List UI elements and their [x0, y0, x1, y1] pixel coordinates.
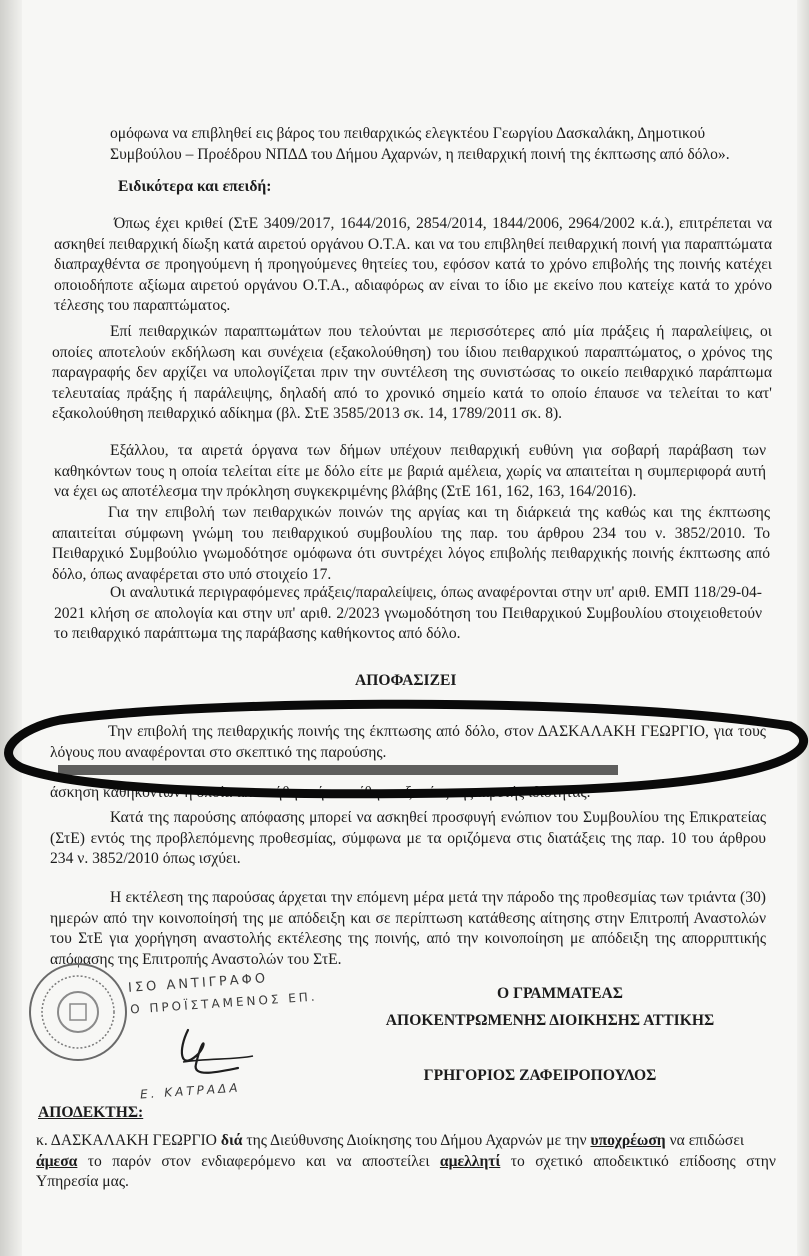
recipient-text-2: να επιδώσει	[665, 1132, 745, 1149]
paragraph-4: Για την επιβολή των πειθαρχικών ποινών της αργίας και τη διάρκειά της καθώς και της έκπτωσης απαιτείται σύμφωνη γνώμη του πειθαρχικού συμβουλίου της παρ. του άρθρου 234 του ν. 3852/2010. Το Πειθαρχικό Συμβούλιο γνωμοδότησε ομόφωνα ότι συντρέχει λόγος επιβολής πειθαρχικής ποινής έκπτωσης από δόλο, όπως αναφέρεται στο υπό στοιχείο 17.	[52, 504, 770, 583]
recipient-immediately: άμεσα	[36, 1152, 78, 1170]
decision-paragraph-2: άσκηση καθηκόντων η οποία αποκτήθηκε ή ανατέθηκε εξαιτίας της αιρετής ιδιότητας.	[50, 784, 591, 801]
opening-line-1: ομόφωνα να επιβληθεί εις βάρος του πειθαρχικώς ελεγκτέου Γεωργίου Δασκαλάκη, Δημοτικού	[110, 125, 706, 142]
opening-paragraph	[110, 124, 754, 165]
redacted-text-strip	[58, 765, 618, 775]
recipient-via: διά	[220, 1132, 243, 1149]
decision-paragraph-3: Κατά της παρούσης απόφασης μπορεί να ασκηθεί προσφυγή ενώπιον του Συμβουλίου της Επικρατείας (ΣτΕ) εντός της προβλεπόμενης προθεσμίας, σύμφωνα με τα οριζόμενα στις διατάξεις της παρ. 10 του άρθρου 234 ν. 3852/2010 όπως ισχύει.	[50, 809, 766, 867]
signature-role-1: Ο ΓΡΑΜΜΑΤΕΑΣ	[497, 985, 623, 1002]
stamp-line-3: Ε. ΚΑΤΡΑΔΑ	[139, 1080, 241, 1102]
paragraph-5: Οι αναλυτικά περιγραφόμενες πράξεις/παραλείψεις, όπως αναφέρονται στην υπ' αριθ. ΕΜΠ 118/29-04-2021 κλήση σε απολογία και στην υπ' αριθ. 2/2023 γνωμοδότηση του Πειθαρχικού Συμβουλίου στοιχειοθετούν το πειθαρχικό παράπτωμα της παράβασης καθήκοντος από δόλο.	[54, 584, 762, 642]
recipient-text-3: το παρόν στον ενδιαφερόμενο και να αποστείλει	[77, 1152, 440, 1170]
specifics-heading: Ειδικότερα και επειδή:	[118, 178, 272, 195]
signature-role-2: ΑΠΟΚΕΝΤΡΩΜΕΝΗΣ ΔΙΟΙΚΗΣΗΣ ΑΤΤΙΚΗΣ	[385, 1012, 715, 1029]
recipient-without-delay: αμελλητί	[439, 1152, 501, 1170]
recipients-line-3: Υπηρεσία μας.	[36, 1173, 129, 1190]
recipient-text-4: το σχετικό αποδεικτικό επίδοσης στην	[500, 1152, 776, 1170]
stamp-line-1: ΙΣΟ ΑΝΤΙΓΡΑΦΟ	[127, 971, 269, 996]
decision-heading: ΑΠΟΦΑΣΙΖΕΙ	[355, 672, 457, 689]
recipient-text-1: της Διεύθυνσης Διοίκησης του Δήμου Αχαρνών με την	[242, 1132, 591, 1149]
paragraph-2: Επί πειθαρχικών παραπτωμάτων που τελούνται με περισσότερες από μία πράξεις ή παραλείψεις, οι οποίες αποτελούν εκδήλωση και συνέχεια (εξακολούθηση) του ίδιου πειθαρχικού παραπτώματος, ο χρόνος της παραγραφής δεν αρχίζει να υπολογίζεται πριν την συντέλεση της συνιστώσας το οικείο πειθαρχικό παράπτωμα τελευταίας πράξης ή παράλειψης, δηλαδή από το χρονικό σημείο κατά το οποίο έπαυσε να τελείται το κατ' εξακολούθηση πειθαρχικό αδίκημα (βλ. ΣτΕ 3585/2013 σκ. 14, 1789/2011 σκ. 8).	[52, 323, 772, 422]
decision-paragraph-4: Η εκτέλεση της παρούσας άρχεται την επόμενη μέρα μετά την πάροδο της προθεσμίας των τριάντα (30) ημερών από την κοινοποίησή της με απόδειξη και σε περίπτωση κατάθεσης αίτησης στην Επιτροπή Αναστολών του ΣτΕ για χορήγηση αναστολής εκτέλεσης της ποινής, από την κοινοποίηση με απόδειξη της απορριπτικής απόφασης της Επιτροπής Αναστολών του ΣτΕ.	[50, 889, 766, 968]
handwritten-signature-mark	[182, 1030, 238, 1073]
signature-name: ΓΡΗΓΟΡΙΟΣ ΖΑΦΕΙΡΟΠΟΥΛΟΣ	[423, 1067, 657, 1084]
decision-paragraph-1: Την επιβολή της πειθαρχικής ποινής της έκπτωσης από δόλο, στον ΔΑΣΚΑΛΑΚΗ ΓΕΩΡΓΙΟ, για τους λόγους που αναφέρονται στο σκεπτικό της παρούσης.	[50, 723, 766, 761]
paragraph-1: Όπως έχει κριθεί (ΣτΕ 3409/2017, 1644/2016, 2854/2014, 1844/2006, 2964/2002 κ.ά.), επιτρέπεται να ασκηθεί πειθαρχική δίωξη κατά αιρετού οργάνου Ο.Τ.Α. και να του επιβληθεί πειθαρχική ποινή για παραπτώματα διαπραχθέντα σε προηγούμενη ή προηγούμενες θητείες του, εφόσον κατά το χρόνο επιβολής της ποινής κατέχει οποιοδήποτε αξίωμα αιρετού οργάνου Ο.Τ.Α., αδιαφόρως αν είναι το ίδιο με εκείνο που κατείχε κατά το χρόνο τέλεσης του παραπτώματος.	[54, 215, 772, 314]
opening-line-2: Συμβούλου – Προέδρου ΝΠΔΔ του Δήμου Αχαρνών, η πειθαρχική ποινή της έκπτωσης από δόλο».	[110, 145, 730, 163]
recipients-line-1	[36, 1131, 776, 1152]
recipients-heading: ΑΠΟΔΕΚΤΗΣ:	[38, 1104, 144, 1121]
stamp-line-2: Ο ΠΡΟΪΣΤΑΜΕΝΟΣ ΕΠ.	[129, 989, 319, 1017]
recipients-text	[36, 1131, 776, 1193]
paragraph-3: Εξάλλου, τα αιρετά όργανα των δήμων υπέχουν πειθαρχική ευθύνη για σοβαρή παράβαση των καθηκόντων τους η οποία τελείται είτε με δόλο είτε με βαριά αμέλεια, χωρίς να απαιτείται η συμπεριφορά αυτή να έχει ως αποτέλεσμα την πρόκληση συγκεκριμένης βλάβης (ΣτΕ 161, 162, 163, 164/2016).	[54, 442, 766, 500]
recipients-line-2	[36, 1152, 776, 1173]
recipient-name: κ. ΔΑΣΚΑΛΑΚΗ ΓΕΩΡΓΙΟ	[36, 1132, 221, 1149]
recipient-obligation: υποχρέωση	[590, 1132, 666, 1149]
